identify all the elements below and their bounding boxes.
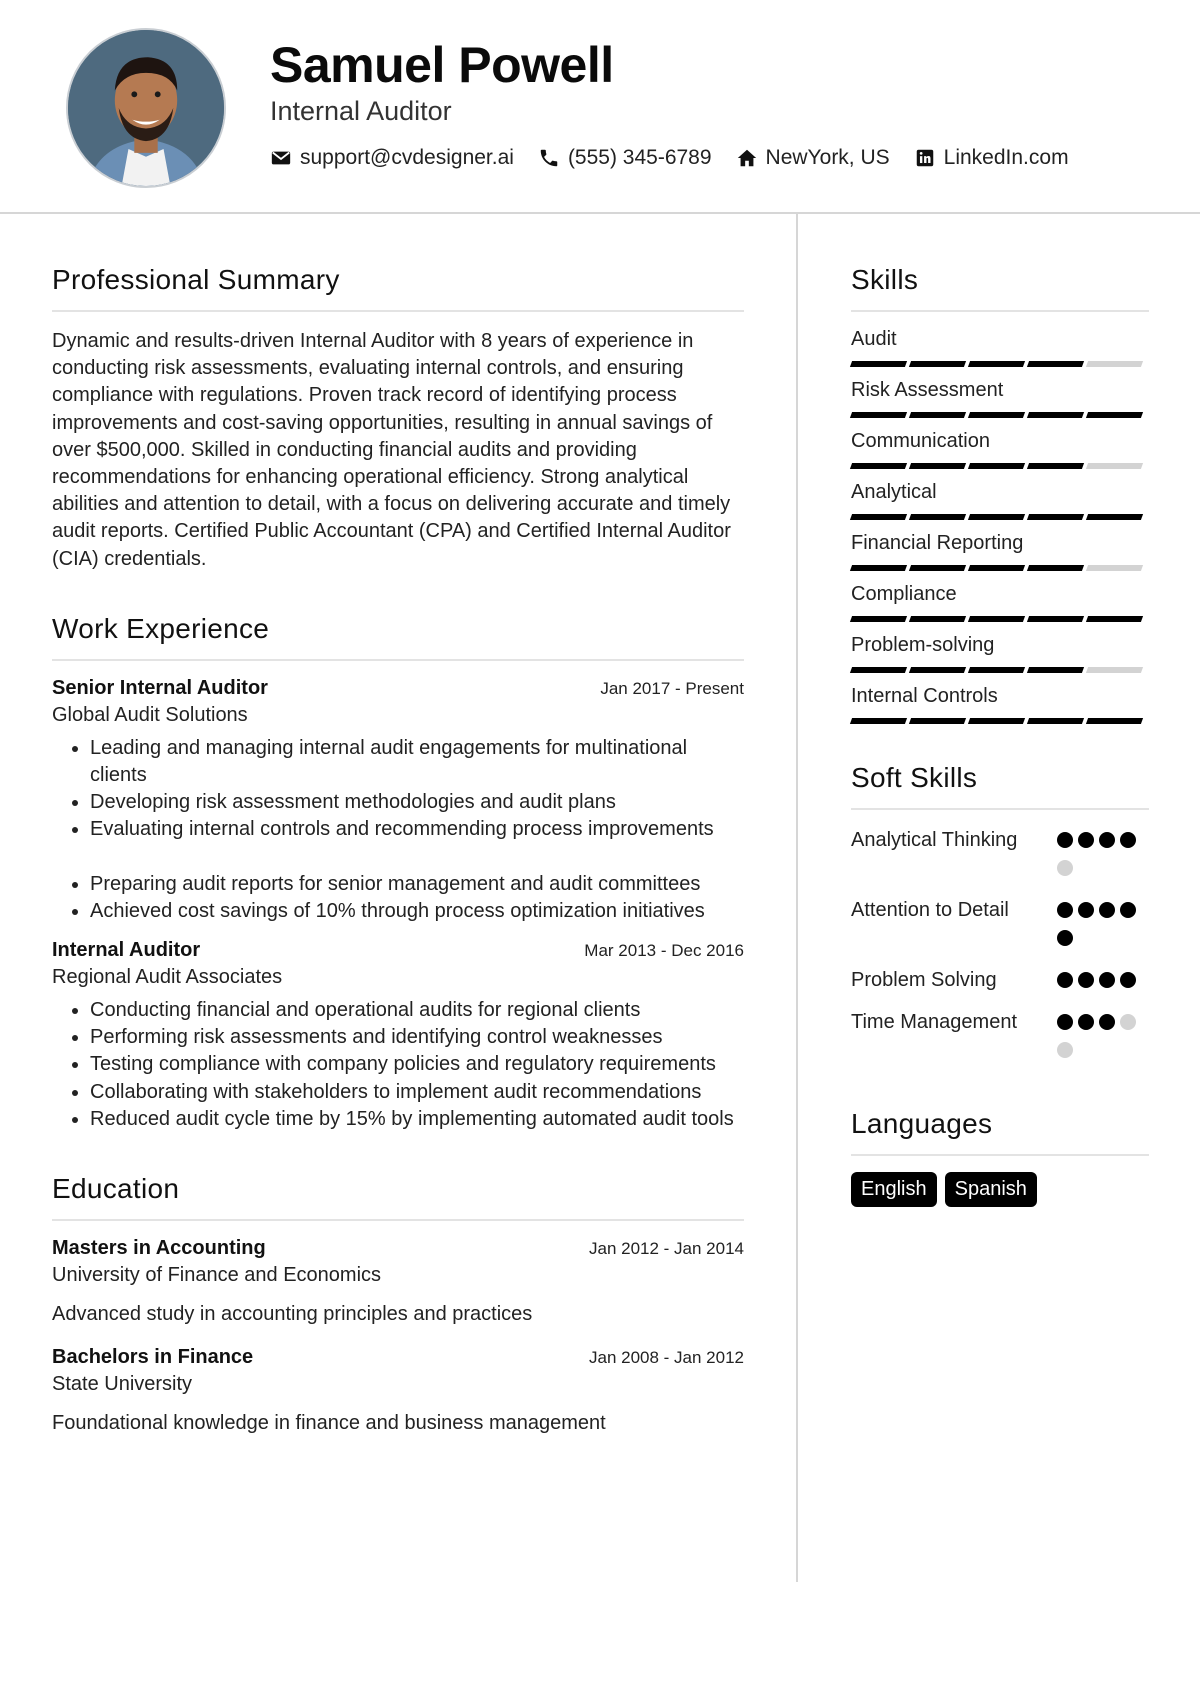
languages-heading: Languages [851,1108,1149,1156]
job-bullet: • Reduced audit cycle time by 15% by implementing automated audit tools [90,1106,744,1133]
skill-name: Analytical [851,481,937,503]
skill-segment-filled [850,718,907,724]
soft-skill-name: Time Management [851,1011,1017,1033]
skill-name: Problem-solving [851,634,995,656]
skill-item [851,481,1149,520]
rating-dot-filled [1099,832,1115,848]
skill-segment-filled [1027,565,1084,571]
skill-segment-filled [909,361,966,367]
rating-dot-filled [1057,902,1073,918]
skill-item [851,634,1149,673]
skill-item [851,532,1149,571]
rating-dot-empty [1120,1014,1136,1030]
rating-dot-filled [1057,1014,1073,1030]
rating-dot-filled [1078,972,1094,988]
contact-email-text: support@cvdesigner.ai [300,146,514,169]
skill-item [851,328,1149,367]
job-bullet: • Developing risk assessment methodologies and audit plans [90,789,744,816]
skill-segment-filled [1086,412,1143,418]
job-header [52,677,744,700]
skill-level-bar [851,718,1149,724]
main-column [52,264,744,1449]
linkedin-icon [914,147,936,169]
skill-segment-filled [850,616,907,622]
job-bullet: • Testing compliance with company policies and regulatory requirements [90,1051,744,1078]
skill-level-bar [851,565,1149,571]
skill-segment-filled [909,667,966,673]
rating-dot-filled [1078,902,1094,918]
education-date: Jan 2012 - Jan 2014 [588,1239,744,1259]
experience-heading: Work Experience [52,613,744,661]
skill-segment-filled [968,463,1025,469]
skill-segment-empty [1086,667,1143,673]
profile-photo [66,28,226,188]
skill-segment-filled [1027,616,1084,622]
job-bullet: • Leading and managing internal audit engagements for multinational clients [90,735,744,789]
envelope-icon [270,147,292,169]
school-name: State University [52,1373,193,1396]
summary-text: Dynamic and results-driven Internal Auditor with 8 years of experience in conducting risk assessments, evaluating internal controls, and ensuring compliance with regulations. Proven track record of identifying process improvements and cost-saving opportunities, resulting in annual savings of over $500,000. Skilled in conducting financial audits and providing recommendations for enhancing operational efficiency. Strong analytical abilities and attention to detail, with a focus on delivering accurate and timely audit reports. Certified Public Accountant (CPA) and Certified Internal Auditor (CIA) credentials. [52,330,731,570]
skill-segment-filled [909,412,966,418]
education-entry [52,1237,744,1326]
education-date: Jan 2008 - Jan 2012 [588,1348,744,1368]
resume-header [0,0,1200,214]
rating-dot-empty [1057,860,1073,876]
job-bullet: • Collaborating with stakeholders to implement audit recommendations [90,1079,744,1106]
job-company: Global Audit Solutions [52,703,248,726]
skill-name: Risk Assessment [851,379,1004,401]
skill-segment-filled [1027,514,1084,520]
education-description: Foundational knowledge in finance and business management [52,1412,606,1435]
skill-item [851,685,1149,724]
skill-segment-filled [1086,616,1143,622]
skill-segment-filled [1027,361,1084,367]
skill-segment-filled [968,718,1025,724]
education-heading: Education [52,1173,744,1221]
soft-skill-item [851,966,1149,1000]
skill-segment-filled [909,463,966,469]
languages-list [851,1172,1149,1207]
skills-list [851,328,1149,724]
rating-dot-filled [1078,1014,1094,1030]
contact-bar [270,146,1093,170]
education-header [52,1237,744,1260]
skill-segment-filled [1027,667,1084,673]
job-bullets [52,997,744,1133]
skill-segment-filled [850,514,907,520]
soft-skill-item [851,1008,1149,1070]
skill-level-bar [851,361,1149,367]
skill-segment-empty [1086,565,1143,571]
rating-dot-filled [1057,930,1073,946]
contact-phone[interactable] [538,146,712,170]
soft-skill-dots [1057,826,1149,888]
skill-level-bar [851,514,1149,520]
skill-segment-filled [1027,718,1084,724]
job-bullet: • Achieved cost savings of 10% through process optimization initiatives [90,898,744,925]
job-date: Mar 2013 - Dec 2016 [584,941,744,961]
skill-segment-filled [850,667,907,673]
soft-skill-name: Analytical Thinking [851,829,1018,851]
skill-segment-filled [850,361,907,367]
job-title: Internal Auditor [52,939,201,962]
skill-segment-filled [968,361,1025,367]
skill-segment-filled [1027,463,1084,469]
skill-item [851,430,1149,469]
column-divider [796,214,798,1582]
skill-level-bar [851,667,1149,673]
contact-email[interactable] [270,146,514,170]
summary-heading: Professional Summary [52,264,744,312]
education-header [52,1346,744,1369]
education-entry [52,1346,744,1435]
skill-segment-filled [850,412,907,418]
job-title: Senior Internal Auditor [52,676,268,699]
soft-skill-dots [1057,966,1149,1000]
contact-location [736,146,890,170]
rating-dot-filled [1078,832,1094,848]
job-bullet: • Preparing audit reports for senior management and audit committees [90,871,744,898]
skill-segment-filled [968,514,1025,520]
skill-segment-empty [1086,361,1143,367]
skill-segment-filled [1086,718,1143,724]
degree-title: Bachelors in Finance [52,1346,254,1369]
job-bullets [52,735,744,925]
skill-segment-filled [909,514,966,520]
skill-item [851,583,1149,622]
skill-name: Communication [851,430,990,452]
skill-segment-filled [909,616,966,622]
skill-segment-filled [850,463,907,469]
skill-segment-filled [1086,514,1143,520]
phone-icon [538,147,560,169]
skill-segment-filled [1027,412,1084,418]
skill-name: Internal Controls [851,685,998,707]
job-header [52,939,744,962]
contact-linkedin[interactable] [914,146,1069,170]
skill-segment-empty [1086,463,1143,469]
skill-name: Audit [851,328,897,350]
skill-segment-filled [968,616,1025,622]
job-entry [52,677,744,925]
rating-dot-filled [1057,972,1073,988]
contact-phone-text: (555) 345-6789 [567,146,712,169]
skill-segment-filled [850,565,907,571]
skill-segment-filled [909,565,966,571]
job-bullet: • Performing risk assessments and identifying control weaknesses [90,1024,744,1051]
skill-segment-filled [909,718,966,724]
soft-skill-dots [1057,896,1149,958]
avatar-icon [68,30,224,186]
rating-dot-filled [1099,972,1115,988]
school-name: University of Finance and Economics [52,1264,382,1287]
rating-dot-empty [1057,1042,1073,1058]
candidate-name: Samuel Powell [270,37,614,93]
candidate-title: Internal Auditor [270,96,452,126]
rating-dot-filled [1120,972,1136,988]
education-description: Advanced study in accounting principles and practices [52,1303,533,1326]
soft-skill-name: Problem Solving [851,969,997,991]
job-company: Regional Audit Associates [52,966,283,989]
rating-dot-filled [1120,832,1136,848]
skill-name: Financial Reporting [851,532,1024,554]
skill-segment-filled [968,565,1025,571]
soft-skill-item [851,826,1149,888]
home-icon [736,147,758,169]
skills-heading: Skills [851,264,1149,312]
soft-skills-list [851,826,1149,1070]
language-badge: Spanish [945,1172,1037,1207]
language-badge: English [851,1172,937,1207]
skill-item [851,379,1149,418]
job-entry [52,939,744,1133]
skill-level-bar [851,616,1149,622]
degree-title: Masters in Accounting [52,1237,266,1260]
side-column [851,264,1149,1207]
rating-dot-filled [1120,902,1136,918]
rating-dot-filled [1057,832,1073,848]
soft-skill-dots [1057,1008,1149,1070]
soft-skills-heading: Soft Skills [851,762,1149,810]
soft-skill-item [851,896,1149,958]
soft-skill-name: Attention to Detail [851,899,1009,921]
rating-dot-filled [1099,1014,1115,1030]
skill-level-bar [851,412,1149,418]
job-bullet: • Evaluating internal controls and recommending process improvements [90,816,744,843]
contact-location-text: NewYork, US [765,146,890,169]
skill-name: Compliance [851,583,957,605]
skill-segment-filled [968,667,1025,673]
rating-dot-filled [1099,902,1115,918]
skill-segment-filled [968,412,1025,418]
job-bullet: • Conducting financial and operational audits for regional clients [90,997,744,1024]
skill-level-bar [851,463,1149,469]
job-date: Jan 2017 - Present [600,678,744,698]
contact-linkedin-text: LinkedIn.com [943,146,1069,169]
